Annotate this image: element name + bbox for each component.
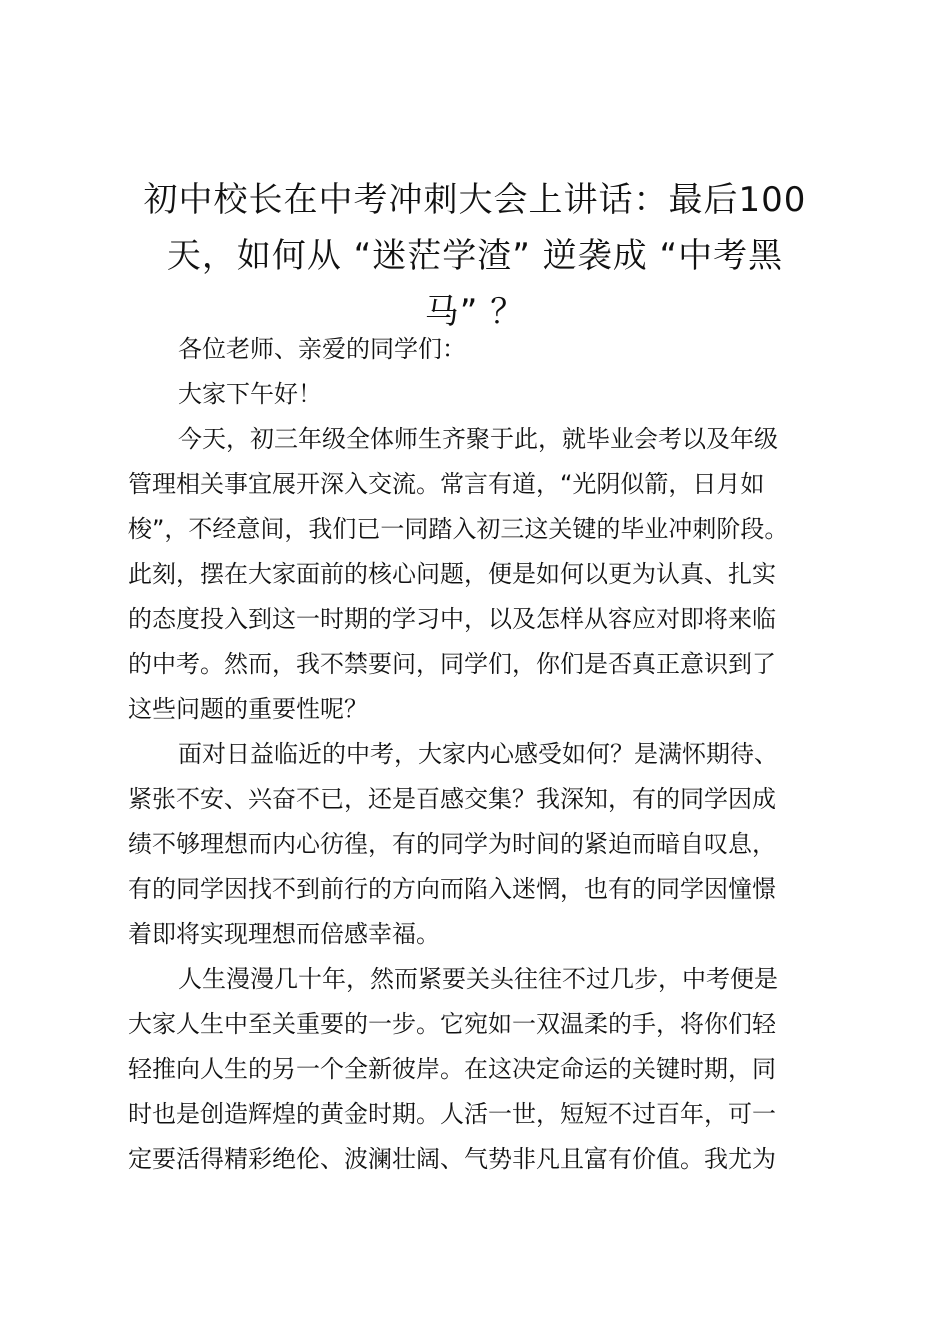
title-line: 马” ？: [424, 292, 526, 332]
title-line: 初中校长在中考冲刺大会上讲话：最后100: [143, 180, 807, 220]
paragraph-line: 有的同学因找不到前行的方向而陷入迷惘，也有的同学因憧憬: [128, 875, 776, 903]
paragraph-line: 定要活得精彩绝伦、波澜壮阔、气势非凡且富有价值。我尤为: [128, 1145, 776, 1173]
document-title: [120, 172, 830, 340]
paragraph-line: 这些问题的重要性呢？: [128, 695, 368, 723]
paragraph-line: 此刻，摆在大家面前的核心问题，便是如何以更为认真、扎实: [128, 560, 776, 588]
paragraph: [128, 957, 848, 1182]
paragraph: [128, 732, 848, 957]
paragraph-line: 的中考。然而，我不禁要问，同学们，你们是否真正意识到了: [128, 650, 776, 678]
paragraph-line: 绩不够理想而内心彷徨，有的同学为时间的紧迫而暗自叹息，: [128, 830, 776, 858]
paragraph-line: 着即将实现理想而倍感幸福。: [128, 920, 440, 948]
paragraph: [128, 417, 848, 732]
paragraph-line: 轻推向人生的另一个全新彼岸。在这决定命运的关键时期，同: [128, 1055, 776, 1083]
paragraph-line: 紧张不安、兴奋不已，还是百感交集？我深知，有的同学因成: [128, 785, 776, 813]
document-body: [128, 327, 848, 1182]
paragraph-line: 人生漫漫几十年，然而紧要关头往往不过几步，中考便是: [178, 965, 778, 993]
title-line: 天，如何从 “迷茫学渣” 逆袭成 “中考黑: [166, 236, 784, 276]
paragraph-line: 梭”，不经意间，我们已一同踏入初三这关键的毕业冲刺阶段。: [128, 515, 789, 543]
salutation: 大家下午好！: [178, 380, 322, 408]
paragraph-line: 今天，初三年级全体师生齐聚于此，就毕业会考以及年级: [178, 425, 778, 453]
paragraph-line: 管理相关事宜展开深入交流。常言有道，“光阴似箭，日月如: [128, 470, 765, 498]
paragraph-line: 的态度投入到这一时期的学习中，以及怎样从容应对即将来临: [128, 605, 776, 633]
greeting: 各位老师、亲爱的同学们：: [178, 335, 466, 363]
paragraph-line: 大家人生中至关重要的一步。它宛如一双温柔的手，将你们轻: [128, 1010, 776, 1038]
paragraph-line: 面对日益临近的中考，大家内心感受如何？是满怀期待、: [178, 740, 778, 768]
paragraph-line: 时也是创造辉煌的黄金时期。人活一世，短短不过百年，可一: [128, 1100, 776, 1128]
